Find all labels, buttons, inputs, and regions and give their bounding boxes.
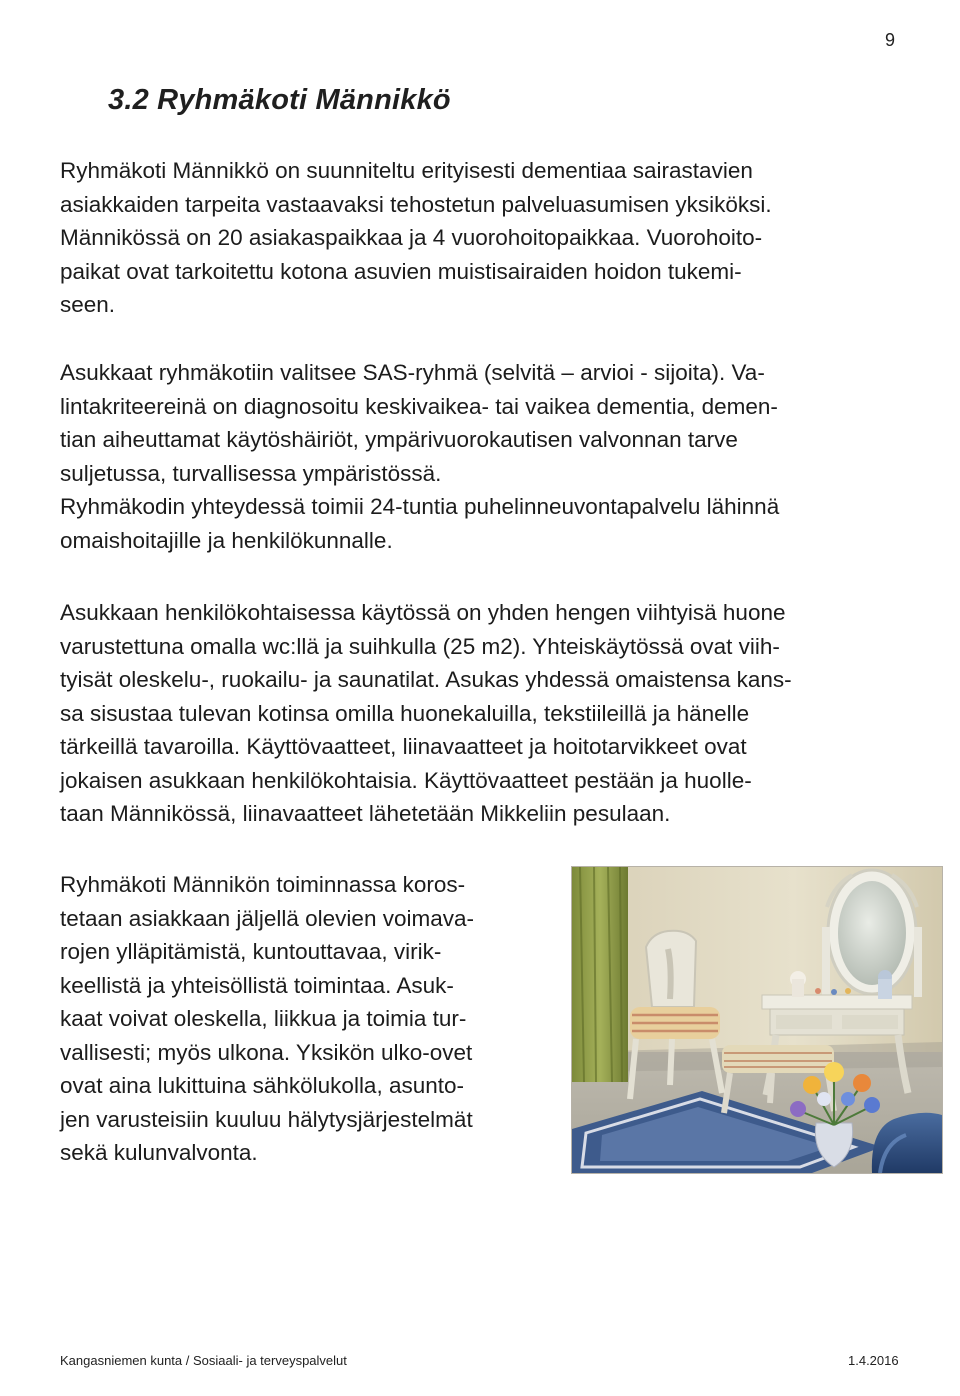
text-line: Asukkaat ryhmäkotiin valitsee SAS-ryhmä (selvitä – arvioi - sijoita). Va- [60,360,765,385]
text-line: tyisät oleskelu-, ruokailu- ja saunatilat. Asukas yhdessä omaistensa kans- [60,667,792,692]
text-line: seen. [60,292,116,317]
flower [803,1076,821,1094]
text-line: Asukkaan henkilökohtaisessa käytössä on yhden hengen viihtyisä huone [60,600,786,625]
paragraph-rooms [60,596,792,831]
text-line: rojen ylläpitämistä, kuntouttavaa, virik- [60,939,442,964]
text-line: tärkeillä tavaroilla. Käyttövaatteet, liinavaatteet ja hoitotarvikkeet ovat [60,734,747,759]
text-line: omaishoitajille ja henkilökunnalle. [60,527,393,553]
text-line: varustettuna omalla wc:llä ja suihkulla (25 m2). Yhteiskäytössä ovat viih- [60,633,780,659]
paragraph-selection [60,356,779,557]
text-line: tian aiheuttamat käytöshäiriöt, ympärivuorokautisen valvonnan tarve [60,427,738,452]
text-line: ovat aina lukittuina sähkölukolla, asunto- [60,1073,465,1098]
text-line: Ryhmäkoti Männikön toiminnassa koros- [60,872,466,897]
text-line: jokaisen asukkaan henkilökohtaisia. Käyttövaatteet pestään ja huolle- [60,767,752,793]
text-line: keellistä ja yhteisöllistä toimintaa. Asuk- [60,972,454,998]
text-line: jen varusteisiin kuuluu hälytysjärjestelmät [60,1106,473,1132]
text-line: kaat voivat oleskella, liikkua ja toimia tur- [60,1006,467,1031]
text-line: taan Männikössä, liinavaatteet lähetetään Mikkeliin pesulaan. [60,801,671,826]
footer-organization: Kangasniemen kunta / Sosiaali- ja terveyspalvelut [60,1353,347,1368]
text-line: sa sisustaa tulevan kotinsa omilla huonekaluilla, tekstiileillä ja hänelle [60,700,750,726]
text-line: Männikössä on 20 asiakaspaikkaa ja 4 vuorohoitopaikkaa. Vuorohoito- [60,225,763,250]
bench-seat [722,1045,834,1073]
mirror-glass [838,881,906,985]
text-line: suljetussa, turvallisessa ympäristössä. [60,460,442,486]
text-line: lintakriteereinä on diagnosoitu keskivaikea- tai vaikea dementia, demen- [60,393,778,419]
paragraph-intro [60,154,772,322]
text-line: sekä kulunvalvonta. [60,1140,258,1165]
text-line: paikat ovat tarkoitettu kotona asuvien muistisairaiden hoidon tukemi- [60,258,742,284]
footer-date: 1.4.2016 [848,1353,899,1368]
text-line: Ryhmäkodin yhteydessä toimii 24-tuntia puhelinneuvontapalvelu lähinnä [60,494,780,519]
text-line: asiakkaiden tarpeita vastaavaksi tehostetun palveluasumisen yksiköksi. [60,191,772,217]
page-number: 9 [885,30,896,50]
paragraph-activities [60,868,474,1170]
section-heading: 3.2 Ryhmäkoti Männikkö [108,84,451,116]
text-line: Ryhmäkoti Männikkö on suunniteltu erityisesti dementiaa sairastavien [60,158,753,183]
room-photo [571,866,943,1174]
text-line: vallisesti; myös ulkona. Yksikön ulko-ovet [60,1039,473,1065]
text-line: tetaan asiakkaan jäljellä olevien voimava- [60,905,474,931]
